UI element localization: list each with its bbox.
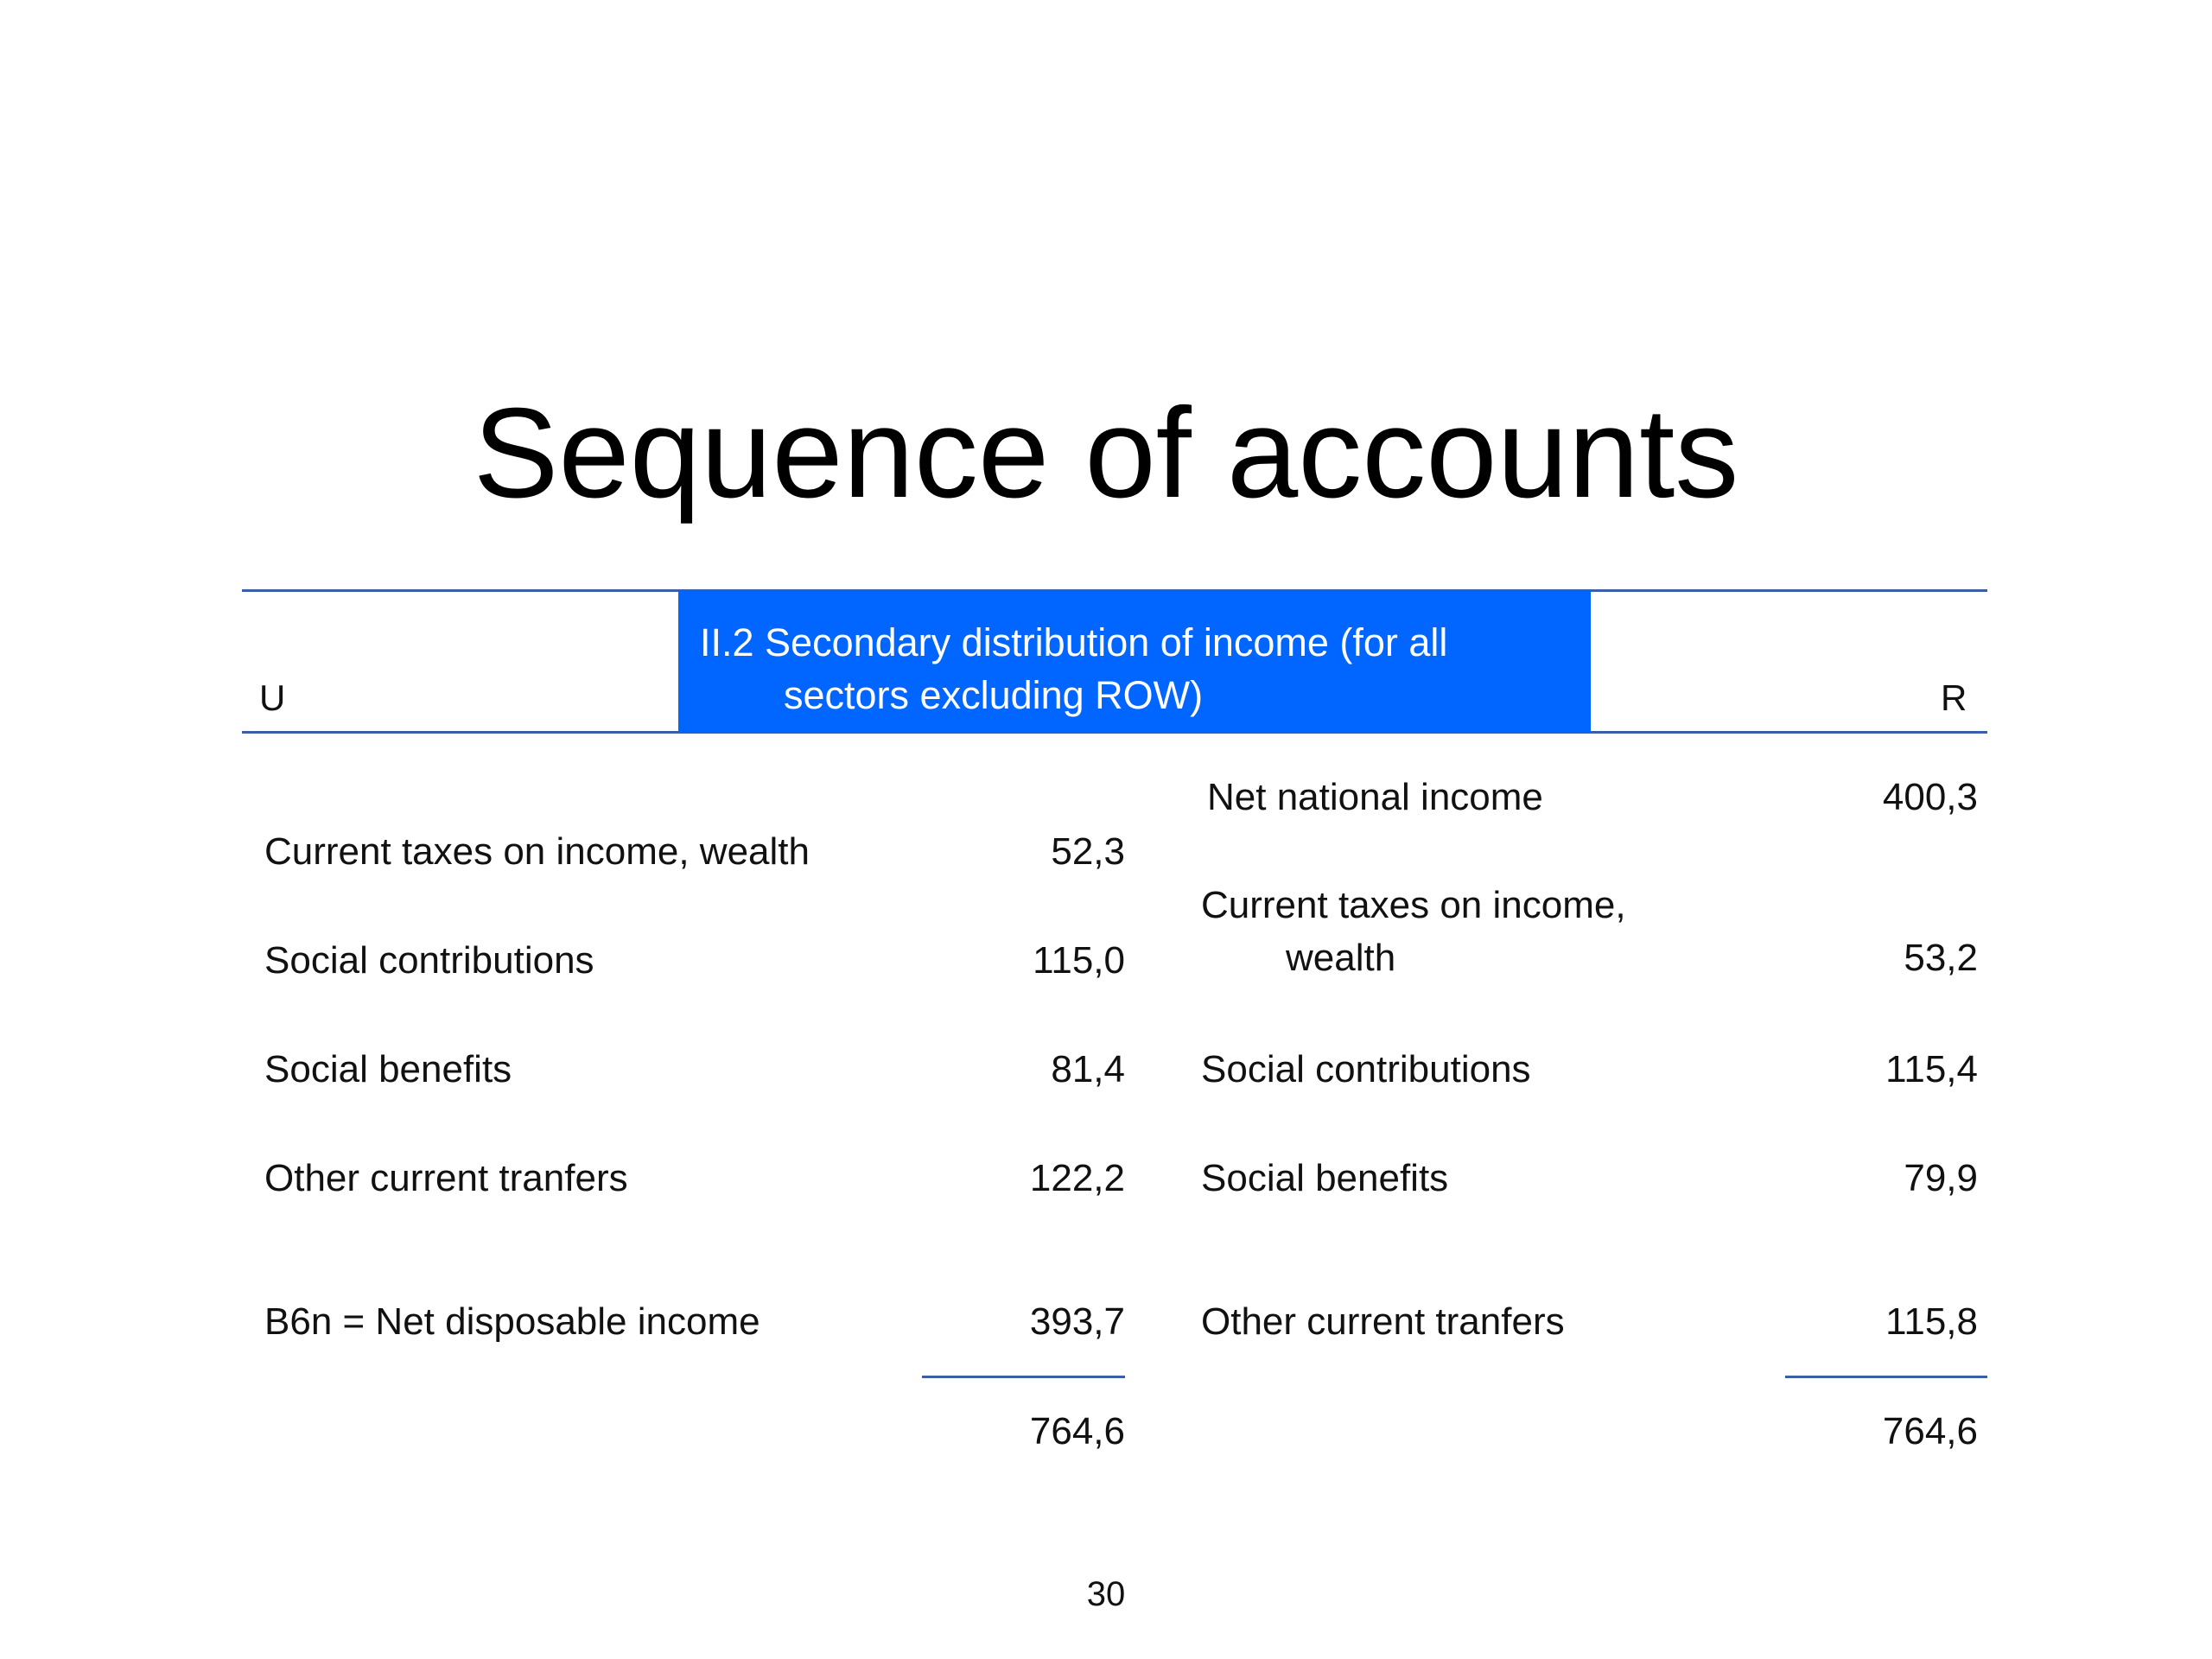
resources-column-label: R: [1941, 677, 1967, 718]
uses-row-value: 52,3: [1051, 830, 1125, 873]
account-header-title-line1: II.2 Secondary distribution of income (for all: [700, 620, 1448, 664]
uses-row-value: 115,0: [1033, 939, 1125, 982]
uses-balancing-item-label: B6n = Net disposable income: [264, 1300, 760, 1343]
uses-total-value: 764,6: [1029, 1410, 1125, 1452]
resources-row-value: 400,3: [1882, 776, 1978, 818]
uses-row-value: 122,2: [1029, 1157, 1125, 1199]
slide-title: Sequence of accounts: [473, 382, 1739, 524]
resources-row-value: 79,9: [1904, 1157, 1978, 1199]
resources-row-label: Other current tranfers: [1201, 1300, 1565, 1343]
uses-row-label: Current taxes on income, wealth: [264, 830, 810, 873]
resources-row-value: 115,4: [1885, 1048, 1978, 1090]
resources-total-rule: [1785, 1376, 1987, 1378]
page-number: 30: [1086, 1575, 1126, 1613]
resources-row-value: 53,2: [1904, 937, 1978, 979]
uses-row-label: Other current tranfers: [264, 1157, 628, 1199]
resources-row-label: Net national income: [1207, 776, 1543, 818]
uses-row-value: 81,4: [1051, 1048, 1125, 1090]
uses-balancing-item-value: 393,7: [1029, 1300, 1125, 1343]
resources-row-label: Social contributions: [1201, 1048, 1531, 1090]
account-header-box: [678, 590, 1591, 733]
resources-row-label: Social benefits: [1201, 1157, 1449, 1199]
resources-row-label-line1: Current taxes on income,: [1201, 884, 1626, 926]
uses-total-rule: [922, 1376, 1125, 1378]
uses-row-label: Social contributions: [264, 939, 594, 982]
resources-row-value: 115,8: [1885, 1300, 1978, 1343]
resources-row-label-line2: wealth: [1286, 937, 1396, 979]
resources-total-value: 764,6: [1882, 1410, 1978, 1452]
uses-column-label: U: [259, 677, 286, 718]
uses-row-label: Social benefits: [264, 1048, 512, 1090]
account-header-title-line2: sectors excluding ROW): [784, 673, 1204, 717]
